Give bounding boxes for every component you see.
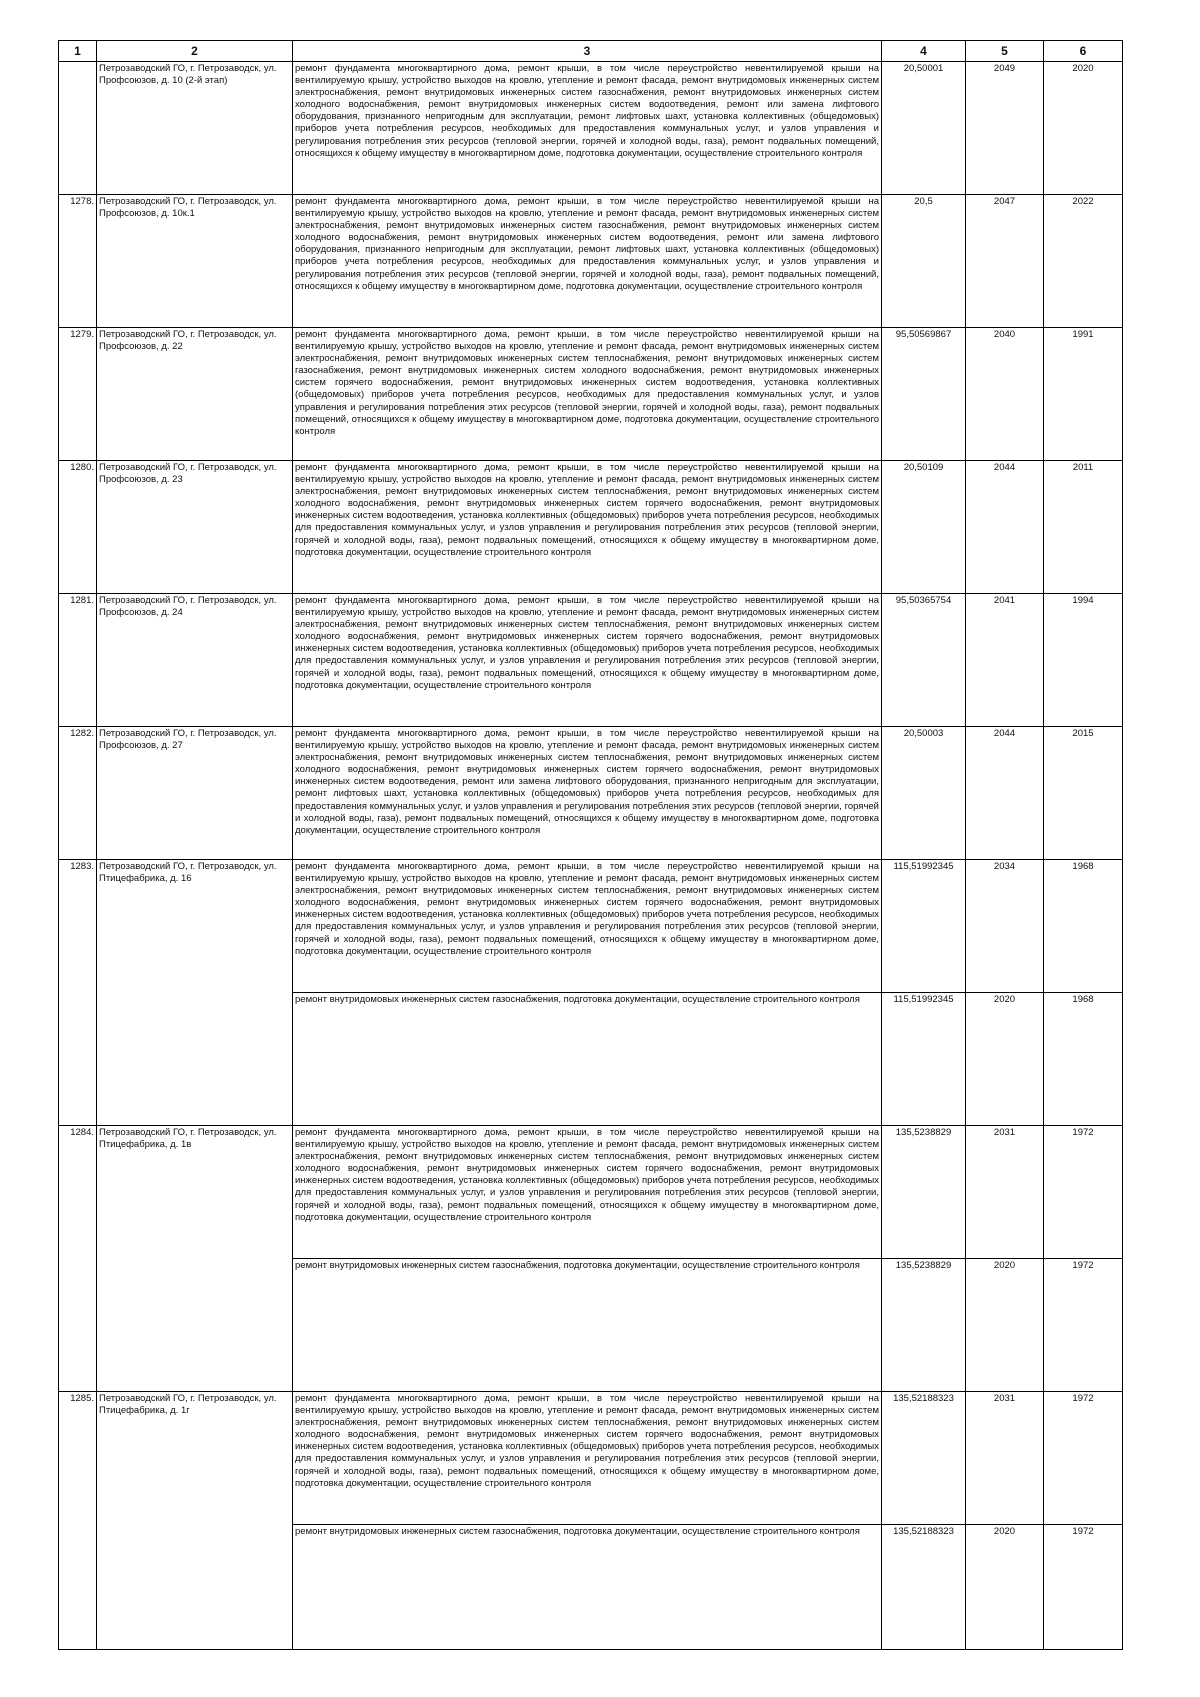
row-address: Петрозаводский ГО, г. Петрозаводск, ул. Профсоюзов, д. 27	[97, 727, 293, 860]
table-row	[59, 62, 1123, 195]
row-address: Петрозаводский ГО, г. Петрозаводск, ул. Птицефабрика, д. 1г	[97, 1392, 293, 1650]
table-row	[59, 860, 1123, 993]
row-number	[59, 62, 97, 195]
row-address: Петрозаводский ГО, г. Петрозаводск, ул. Профсоюзов, д. 10 (2-й этап)	[97, 62, 293, 195]
row-built-year: 1994	[1044, 594, 1123, 727]
subrow-works: ремонт внутридомовых инженерных систем газоснабжения, подготовка документации, осуществление строительного контроля	[293, 1525, 882, 1650]
row-planned-year: 2034	[966, 860, 1044, 993]
header-col-5: 5	[966, 41, 1044, 62]
row-works: ремонт фундамента многоквартирного дома, ремонт крыши, в том числе переустройство невентилируемой крыши на вентилируемую крышу, устройство выходов на кровлю, утепление и ремонт фасада, ремонт внутридомовых инженерных систем электроснабжения, ремонт внутридомовых инженерных систем теплоснабжения, ремонт внутридомовых инженерных систем холодного водоснабжения, ремонт внутридомовых инженерных систем горячего водоснабжения, ремонт внутридомовых инженерных систем водоотведения, установка коллективных (общедомовых) приборов учета потребления ресурсов, необходимых для предоставления коммунальных услуг, и узлов управления и регулирования потребления этих ресурсов (тепловой энергии, горячей и холодной воды, газа), ремонт подвальных помещений, относящихся к общему имуществу в многоквартирном доме, подготовка документации, осуществление строительного контроля	[293, 860, 882, 993]
row-value: 115,51992345	[882, 860, 966, 993]
subrow-planned-year: 2020	[966, 1525, 1044, 1650]
subrow-value: 115,51992345	[882, 993, 966, 1126]
row-number: 1285.	[59, 1392, 97, 1650]
header-col-4: 4	[882, 41, 966, 62]
row-works: ремонт фундамента многоквартирного дома, ремонт крыши, в том числе переустройство невентилируемой крыши на вентилируемую крышу, устройство выходов на кровлю, утепление и ремонт фасада, ремонт внутридомовых инженерных систем электроснабжения, ремонт внутридомовых инженерных систем теплоснабжения, ремонт внутридомовых инженерных систем холодного водоснабжения, ремонт внутридомовых инженерных систем горячего водоснабжения, ремонт внутридомовых инженерных систем водоотведения, установка коллективных (общедомовых) приборов учета потребления ресурсов, необходимых для предоставления коммунальных услуг, и узлов управления и регулирования потребления этих ресурсов (тепловой энергии, горячей и холодной воды, газа), ремонт подвальных помещений, относящихся к общему имуществу в многоквартирном доме, подготовка документации, осуществление строительного контроля	[293, 1392, 882, 1525]
row-planned-year: 2044	[966, 727, 1044, 860]
row-number: 1284.	[59, 1126, 97, 1392]
row-planned-year: 2044	[966, 461, 1044, 594]
table-row	[59, 461, 1123, 594]
header-col-3: 3	[293, 41, 882, 62]
row-value: 95,50569867	[882, 328, 966, 461]
row-planned-year: 2047	[966, 195, 1044, 328]
subrow-works: ремонт внутридомовых инженерных систем газоснабжения, подготовка документации, осуществление строительного контроля	[293, 1259, 882, 1392]
row-value: 20,50001	[882, 62, 966, 195]
row-built-year: 1972	[1044, 1392, 1123, 1525]
row-planned-year: 2031	[966, 1392, 1044, 1525]
table-row	[59, 195, 1123, 328]
header-row	[59, 41, 1123, 62]
row-value: 135,52188323	[882, 1392, 966, 1525]
row-works: ремонт фундамента многоквартирного дома, ремонт крыши, в том числе переустройство невентилируемой крыши на вентилируемую крышу, устройство выходов на кровлю, утепление и ремонт фасада, ремонт внутридомовых инженерных систем электроснабжения, ремонт внутридомовых инженерных систем газоснабжения, ремонт внутридомовых инженерных систем холодного водоснабжения, ремонт внутридомовых инженерных систем водоотведения, ремонт или замена лифтового оборудования, признанного непригодным для эксплуатации, ремонт лифтовых шахт, установка коллективных (общедомовых) приборов учета потребления ресурсов, необходимых для предоставления коммунальных услуг, и узлов управления и регулирования потребления этих ресурсов (тепловой энергии, горячей и холодной воды, газа), ремонт подвальных помещений, относящихся к общему имуществу в многоквартирном доме, подготовка документации, осуществление строительного контроля	[293, 62, 882, 195]
row-number: 1282.	[59, 727, 97, 860]
row-address: Петрозаводский ГО, г. Петрозаводск, ул. Профсоюзов, д. 10к.1	[97, 195, 293, 328]
row-value: 95,50365754	[882, 594, 966, 727]
row-planned-year: 2040	[966, 328, 1044, 461]
row-address: Петрозаводский ГО, г. Петрозаводск, ул. Профсоюзов, д. 24	[97, 594, 293, 727]
subrow-planned-year: 2020	[966, 993, 1044, 1126]
row-address: Петрозаводский ГО, г. Петрозаводск, ул. Профсоюзов, д. 23	[97, 461, 293, 594]
row-value: 135,5238829	[882, 1126, 966, 1259]
row-built-year: 2015	[1044, 727, 1123, 860]
row-number: 1279.	[59, 328, 97, 461]
header-col-1: 1	[59, 41, 97, 62]
row-built-year: 1972	[1044, 1126, 1123, 1259]
row-works: ремонт фундамента многоквартирного дома, ремонт крыши, в том числе переустройство невентилируемой крыши на вентилируемую крышу, устройство выходов на кровлю, утепление и ремонт фасада, ремонт внутридомовых инженерных систем электроснабжения, ремонт внутридомовых инженерных систем теплоснабжения, ремонт внутридомовых инженерных систем газоснабжения, ремонт внутридомовых инженерных систем холодного водоснабжения, ремонт внутридомовых инженерных систем горячего водоснабжения, ремонт внутридомовых инженерных систем водоотведения, установка коллективных (общедомовых) приборов учета потребления ресурсов, необходимых для предоставления коммунальных услуг, и узлов управления и регулирования потребления этих ресурсов (тепловой энергии, горячей и холодной воды, газа), ремонт подвальных помещений, относящихся к общему имуществу в многоквартирном доме, подготовка документации, осуществление строительного контроля	[293, 328, 882, 461]
row-built-year: 2022	[1044, 195, 1123, 328]
row-value: 20,50109	[882, 461, 966, 594]
subrow-built-year: 1968	[1044, 993, 1123, 1126]
table-row	[59, 328, 1123, 461]
row-value: 20,50003	[882, 727, 966, 860]
table-body	[59, 62, 1123, 1650]
row-number: 1280.	[59, 461, 97, 594]
subrow-value: 135,5238829	[882, 1259, 966, 1392]
row-number: 1283.	[59, 860, 97, 1126]
row-works: ремонт фундамента многоквартирного дома, ремонт крыши, в том числе переустройство невентилируемой крыши на вентилируемую крышу, устройство выходов на кровлю, утепление и ремонт фасада, ремонт внутридомовых инженерных систем электроснабжения, ремонт внутридомовых инженерных систем теплоснабжения, ремонт внутридомовых инженерных систем холодного водоснабжения, ремонт внутридомовых инженерных систем горячего водоснабжения, ремонт внутридомовых инженерных систем водоотведения, установка коллективных (общедомовых) приборов учета потребления ресурсов, необходимых для предоставления коммунальных услуг, и узлов управления и регулирования потребления этих ресурсов (тепловой энергии, горячей и холодной воды, газа), ремонт подвальных помещений, относящихся к общему имуществу в многоквартирном доме, подготовка документации, осуществление строительного контроля	[293, 594, 882, 727]
row-planned-year: 2031	[966, 1126, 1044, 1259]
row-value: 20,5	[882, 195, 966, 328]
row-address: Петрозаводский ГО, г. Петрозаводск, ул. Профсоюзов, д. 22	[97, 328, 293, 461]
row-built-year: 1991	[1044, 328, 1123, 461]
subrow-planned-year: 2020	[966, 1259, 1044, 1392]
row-built-year: 2020	[1044, 62, 1123, 195]
row-built-year: 2011	[1044, 461, 1123, 594]
row-address: Петрозаводский ГО, г. Петрозаводск, ул. Птицефабрика, д. 1в	[97, 1126, 293, 1392]
table-row	[59, 1392, 1123, 1525]
subrow-built-year: 1972	[1044, 1525, 1123, 1650]
row-works: ремонт фундамента многоквартирного дома, ремонт крыши, в том числе переустройство невентилируемой крыши на вентилируемую крышу, устройство выходов на кровлю, утепление и ремонт фасада, ремонт внутридомовых инженерных систем электроснабжения, ремонт внутридомовых инженерных систем теплоснабжения, ремонт внутридомовых инженерных систем холодного водоснабжения, ремонт внутридомовых инженерных систем горячего водоснабжения, ремонт внутридомовых инженерных систем водоотведения, установка коллективных (общедомовых) приборов учета потребления ресурсов, необходимых для предоставления коммунальных услуг, и узлов управления и регулирования потребления этих ресурсов (тепловой энергии, горячей и холодной воды, газа), ремонт подвальных помещений, относящихся к общему имуществу в многоквартирном доме, подготовка документации, осуществление строительного контроля	[293, 1126, 882, 1259]
header-col-6: 6	[1044, 41, 1123, 62]
subrow-value: 135,52188323	[882, 1525, 966, 1650]
row-address: Петрозаводский ГО, г. Петрозаводск, ул. Птицефабрика, д. 16	[97, 860, 293, 1126]
subrow-built-year: 1972	[1044, 1259, 1123, 1392]
row-works: ремонт фундамента многоквартирного дома, ремонт крыши, в том числе переустройство невентилируемой крыши на вентилируемую крышу, устройство выходов на кровлю, утепление и ремонт фасада, ремонт внутридомовых инженерных систем электроснабжения, ремонт внутридомовых инженерных систем газоснабжения, ремонт внутридомовых инженерных систем холодного водоснабжения, ремонт внутридомовых инженерных систем водоотведения, ремонт или замена лифтового оборудования, признанного непригодным для эксплуатации, ремонт лифтовых шахт, установка коллективных (общедомовых) приборов учета потребления ресурсов, необходимых для предоставления коммунальных услуг, и узлов управления и регулирования потребления этих ресурсов (тепловой энергии, горячей и холодной воды, газа), ремонт подвальных помещений, относящихся к общему имуществу в многоквартирном доме, подготовка документации, осуществление строительного контроля	[293, 195, 882, 328]
table-row	[59, 1126, 1123, 1259]
row-built-year: 1968	[1044, 860, 1123, 993]
row-number: 1281.	[59, 594, 97, 727]
table-row	[59, 727, 1123, 860]
subrow-works: ремонт внутридомовых инженерных систем газоснабжения, подготовка документации, осуществление строительного контроля	[293, 993, 882, 1126]
row-number: 1278.	[59, 195, 97, 328]
capital-repair-table	[58, 40, 1123, 1650]
table-row	[59, 594, 1123, 727]
row-planned-year: 2049	[966, 62, 1044, 195]
row-planned-year: 2041	[966, 594, 1044, 727]
row-works: ремонт фундамента многоквартирного дома, ремонт крыши, в том числе переустройство невентилируемой крыши на вентилируемую крышу, устройство выходов на кровлю, утепление и ремонт фасада, ремонт внутридомовых инженерных систем электроснабжения, ремонт внутридомовых инженерных систем теплоснабжения, ремонт внутридомовых инженерных систем холодного водоснабжения, ремонт внутридомовых инженерных систем горячего водоснабжения, ремонт внутридомовых инженерных систем водоотведения, установка коллективных (общедомовых) приборов учета потребления ресурсов, необходимых для предоставления коммунальных услуг, и узлов управления и регулирования потребления этих ресурсов (тепловой энергии, горячей и холодной воды, газа), ремонт подвальных помещений, относящихся к общему имуществу в многоквартирном доме, подготовка документации, осуществление строительного контроля	[293, 461, 882, 594]
header-col-2: 2	[97, 41, 293, 62]
row-works: ремонт фундамента многоквартирного дома, ремонт крыши, в том числе переустройство невентилируемой крыши на вентилируемую крышу, устройство выходов на кровлю, утепление и ремонт фасада, ремонт внутридомовых инженерных систем электроснабжения, ремонт внутридомовых инженерных систем теплоснабжения, ремонт внутридомовых инженерных систем холодного водоснабжения, ремонт внутридомовых инженерных систем горячего водоснабжения, ремонт внутридомовых инженерных систем водоотведения, ремонт или замена лифтового оборудования, признанного непригодным для эксплуатации, ремонт лифтовых шахт, установка коллективных (общедомовых) приборов учета потребления ресурсов, необходимых для предоставления коммунальных услуг, и узлов управления и регулирования потребления этих ресурсов (тепловой энергии, горячей и холодной воды, газа), ремонт подвальных помещений, относящихся к общему имуществу в многоквартирном доме, подготовка документации, осуществление строительного контроля	[293, 727, 882, 860]
